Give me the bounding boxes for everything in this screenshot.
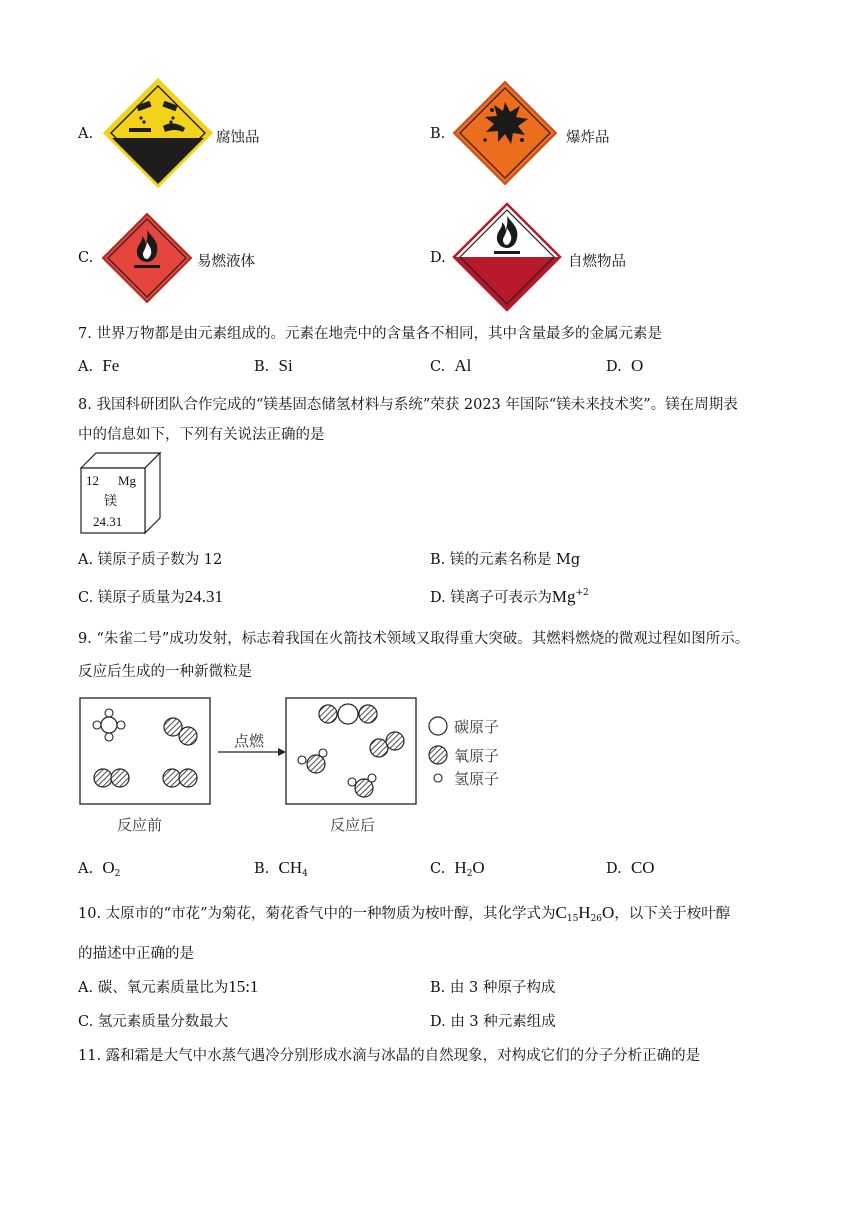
- q9-stem-line2: 反应后生成的一种新微粒是: [78, 664, 252, 680]
- q9-option-d[interactable]: [606, 858, 655, 878]
- q7-option-d[interactable]: [606, 356, 643, 376]
- reaction-diagram: [76, 694, 516, 840]
- hydrogen-atom-icon: [434, 774, 442, 782]
- oxygen-atom-icon: [429, 746, 447, 764]
- q6-option-a-letter: A.: [78, 126, 94, 142]
- before-label: 反应前: [117, 816, 163, 834]
- option-letter: A.: [78, 552, 94, 568]
- option-formula: H: [454, 858, 467, 877]
- option-text: Al: [454, 356, 472, 375]
- option-letter: A.: [78, 980, 94, 996]
- q10-option-b[interactable]: [430, 976, 555, 997]
- q8-stem-line1: 8. 我国科研团队合作完成的“镁基固态储氢材料与系统”荣获 2023 年国际“镁未来技术奖”。镁在周期表: [78, 397, 738, 413]
- element-symbol: Mg: [118, 473, 137, 488]
- before-box: [80, 698, 210, 804]
- stem-text: 10. 太原市的“市花”为菊花，菊花香气中的一种物质为桉叶醇，其化学式为: [78, 906, 556, 922]
- option-text: 碳、氧元素质量比为: [97, 980, 229, 996]
- option-formula: CH: [278, 858, 303, 877]
- option-letter: B.: [430, 980, 446, 996]
- option-letter: B.: [254, 359, 270, 375]
- option-text: Si: [278, 356, 293, 375]
- q6-option-b-letter: B.: [430, 126, 446, 142]
- q8-option-a[interactable]: [78, 548, 222, 569]
- option-letter: C.: [430, 861, 446, 877]
- option-letter: C.: [78, 590, 94, 606]
- option-letter: D.: [430, 1014, 446, 1030]
- q9-option-b[interactable]: [254, 858, 308, 879]
- option-value: 24.31: [184, 587, 224, 606]
- q6-option-a-label: 腐蚀品: [216, 130, 260, 146]
- q10-stem-line1: [78, 902, 730, 924]
- option-text: 镁离子可表示为: [450, 590, 552, 606]
- q7-stem: 7. 世界万物都是由元素组成的。元素在地壳中的含量各不相同，其中含量最多的金属元素是: [78, 326, 662, 342]
- option-text: 氢元素质量分数最大: [97, 1014, 229, 1030]
- option-letter: B.: [430, 552, 446, 568]
- q10-option-d[interactable]: [430, 1010, 556, 1031]
- option-text: Fe: [102, 356, 120, 375]
- q6-option-c-label: 易燃液体: [197, 254, 255, 270]
- option-text: 由 3 种原子构成: [449, 980, 556, 996]
- q7-option-a[interactable]: [78, 356, 119, 376]
- legend-hydrogen: 氢原子: [454, 770, 500, 788]
- q6-option-d-letter: D.: [430, 250, 446, 266]
- option-letter: D.: [606, 861, 622, 877]
- option-formula: CO: [630, 858, 655, 877]
- formula-h: H: [578, 903, 591, 922]
- formula-c: C: [555, 903, 567, 922]
- q6-option-d-label: 自燃物品: [568, 254, 626, 270]
- option-text: O: [630, 356, 644, 375]
- q10-option-a[interactable]: [78, 976, 258, 997]
- element-number: 12: [86, 473, 99, 488]
- option-subscript: 4: [302, 869, 308, 879]
- q9-option-a[interactable]: [78, 858, 120, 879]
- option-letter: A.: [78, 861, 94, 877]
- q8-option-c[interactable]: [78, 586, 223, 607]
- corrosive-sign-icon: [103, 78, 213, 188]
- option-letter: C.: [430, 359, 446, 375]
- carbon-atom-icon: [429, 717, 447, 735]
- option-formula: O: [102, 858, 115, 877]
- option-value: 15:1: [228, 977, 259, 996]
- q8-option-d[interactable]: [430, 586, 589, 607]
- flammable-liquid-sign-icon: [101, 212, 193, 304]
- q11-stem: 11. 露和霜是大气中水蒸气遇冷分别形成水滴与冰晶的自然现象，对构成它们的分子分析正确的是: [78, 1048, 701, 1064]
- option-subscript: 2: [114, 869, 121, 879]
- after-label: 反应后: [330, 816, 376, 834]
- formula-o: O: [602, 903, 615, 922]
- element-mass: 24.31: [93, 514, 123, 529]
- q8-option-b[interactable]: [430, 548, 580, 569]
- option-letter: B.: [254, 861, 270, 877]
- option-charge: +2: [575, 588, 589, 598]
- option-text: 镁的元素名称是 Mg: [449, 552, 581, 568]
- option-formula: Mg: [551, 587, 576, 606]
- legend-carbon: 碳原子: [454, 718, 500, 736]
- formula-c-sub: 15: [566, 914, 579, 924]
- spontaneous-combustion-sign-icon: [452, 202, 562, 312]
- q7-option-c[interactable]: [430, 356, 471, 376]
- stem-text: ，以下关于桉叶醇: [614, 906, 731, 922]
- formula-h-sub: 26: [590, 914, 603, 924]
- option-letter: D.: [606, 359, 622, 375]
- q9-option-c[interactable]: [430, 858, 485, 879]
- option-text: 镁原子质子数为 12: [97, 552, 223, 568]
- periodic-table-cell: [80, 452, 162, 534]
- option-letter: C.: [78, 1014, 94, 1030]
- legend-oxygen: 氧原子: [454, 747, 500, 765]
- option-subscript: 2: [466, 869, 473, 879]
- option-text: 由 3 种元素组成: [450, 1014, 556, 1030]
- q6-option-b-label: 爆炸品: [566, 130, 610, 146]
- option-text: 镁原子质量为: [97, 590, 185, 606]
- explosive-sign-icon: [452, 80, 558, 186]
- q8-stem-line2: 中的信息如下，下列有关说法正确的是: [78, 427, 325, 443]
- q10-stem-line2: 的描述中正确的是: [78, 946, 194, 962]
- element-name: 镁: [104, 493, 118, 508]
- q10-option-c[interactable]: [78, 1010, 228, 1031]
- carbon-dioxide-molecule: [319, 704, 377, 724]
- q9-stem-line1: 9. “朱雀二号”成功发射，标志着我国在火箭技术领域又取得重大突破。其燃料燃烧的微观过程如图所示。: [78, 631, 750, 647]
- q6-option-c-letter: C.: [78, 250, 94, 266]
- arrow-label: 点燃: [234, 732, 265, 750]
- q7-option-b[interactable]: [254, 356, 293, 376]
- option-letter: D.: [430, 590, 446, 606]
- option-letter: A.: [78, 359, 94, 375]
- option-formula-tail: O: [472, 858, 485, 877]
